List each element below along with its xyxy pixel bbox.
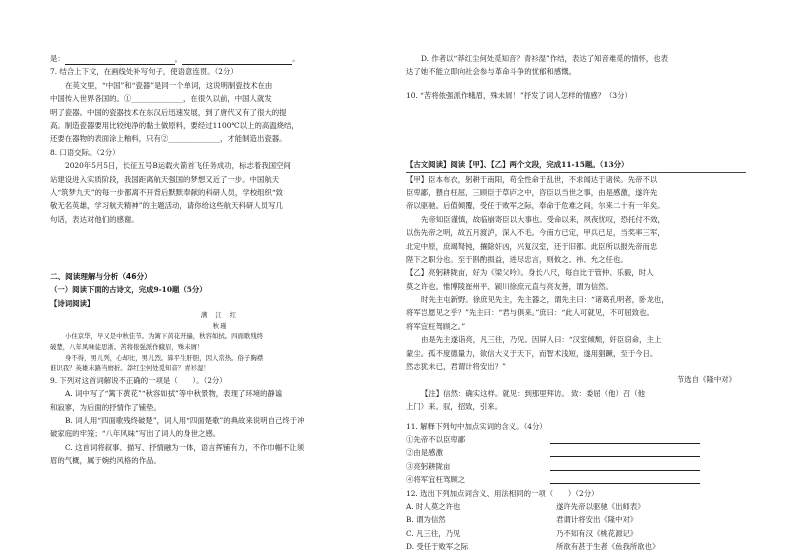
- section-heading: 二、阅读理解与分析（46分）: [50, 272, 152, 282]
- poem-line: 破楚，八年风味徒思浙。苦将侬强派作蛾眉，殊未屑！: [50, 343, 204, 352]
- q8-text-line: 敬无名英雄，学习航天精神”的主题活动，请你给这些航天科研人员写几: [50, 201, 283, 211]
- q9-option-line: B. 词人用“四面歌残终破楚”，词人用“四面楚歌”的典故来说明自己终于冲: [65, 415, 305, 425]
- q7-text-line: 高。制造瓷器要用比较纯净的黏土做原料，要经过1100℃以上的高温烧结，: [50, 120, 299, 130]
- classic-reading-heading: 【古文阅读】阅读【甲】、【乙】两个文段，完成11-15题。（13分）: [406, 160, 629, 170]
- q9-option-line: C. 这首词将叙事、描写、抒情融为一体，语言挥铺有力，不作巾帼不让须: [65, 442, 305, 452]
- q11-stem: 11. 解释下列句中加点实词的含义。（4分）: [406, 421, 547, 431]
- annotation-line: 上门）来。驭，招致，引来。: [406, 402, 503, 412]
- q7-text-line: 在英文里，“中国”和“瓷器”是同一个单词，这说明制瓷技术在由: [65, 80, 273, 90]
- passage-jia-line: 【甲】臣本布衣，躬耕于南阳，苟全性命于乱世，不求闻达于诸侯。先帝不以: [406, 172, 746, 186]
- q8-text-line: 2020年5月5日，长征五号B运载火箭首飞任务成功，标志着我国空间: [65, 161, 291, 171]
- passage-jia-line: 北定中原，庶竭驽钝，攘除奸凶，兴复汉室，还于旧都。此臣所以报先帝而忠: [406, 241, 658, 251]
- answer-line[interactable]: [550, 473, 700, 484]
- poem-tag: 【诗词阅读】: [50, 298, 95, 308]
- q9-option-line: A. 词中写了“篱下黄花”“秋容如拭”等中秋景物，表现了环境的静谧: [65, 389, 283, 399]
- passage-jia-line: 臣卑鄙，猥自枉屈，三顾臣于草庐之中，咨臣以当世之事，由是感激，遂许先: [406, 187, 658, 197]
- q11-item: ①先帝不以臣卑鄙: [406, 433, 746, 446]
- q9-option-line: 破家庭的牢笼；“八年风味”写出了词人的身世之感。: [50, 429, 221, 439]
- q11-item: ③亮躬耕陇亩: [406, 460, 746, 473]
- q10-stem: 10. “苦将侬强派作蛾眉，殊未屑！”抒发了词人怎样的情感？（3分）: [406, 90, 632, 100]
- passage-yi-line: 莫之许也。惟博陵崔州平、颍川徐庶元直与亮友善，谓为信然。: [406, 281, 613, 291]
- q12-option[interactable]: C. 凡三往，乃见 乃不知有汉《桃花源记》: [406, 528, 638, 538]
- q6-answer-line: 是： ， 。: [50, 52, 390, 65]
- passage-source: 节选自《隆中对》: [676, 375, 736, 385]
- answer-prefix: 是：: [50, 54, 65, 63]
- q10-answer-space[interactable]: [406, 102, 746, 158]
- q9-option-d-line: 达了她不能立即向社会参与革命斗争的忧郁和感慨。: [406, 67, 576, 77]
- answer-blank[interactable]: [65, 55, 175, 65]
- poem-author: 秋瑾: [212, 321, 228, 330]
- answer-line[interactable]: [550, 433, 700, 444]
- q9-stem: 9. 下列对这首词解说不正确的一项是（ ）。（2分）: [50, 375, 227, 385]
- left-column: [50, 0, 390, 468]
- passage-jia-line: 先帝知臣谨慎，故临崩寄臣以大事也。受命以来，夙夜忧叹，恐托付不效，: [421, 214, 665, 224]
- q7-text-line: 中国传入世界各国的。①______________，在很久以前，中国人就发: [50, 94, 272, 104]
- right-column: [406, 0, 746, 554]
- passage-jia-line: 以伤先帝之明，故五月渡泸，深入不毛。今南方已定，甲兵已足，当奖率三军，: [406, 228, 665, 238]
- answer-line[interactable]: [550, 460, 700, 471]
- q12-option[interactable]: A. 时人莫之许也 遂许先帝以驱驰《出师表》: [406, 501, 645, 511]
- q7-text-line: 明了瓷器。中国的瓷器技术在东汉后迅速发展，到了唐代又有了很大的提: [50, 107, 287, 117]
- passage-yi-line: 时先主屯新野。徐庶见先主，先主器之，谓先主曰：“诸葛孔明者，卧龙也，: [421, 295, 669, 305]
- q7-text-line: 还要在器物的表面涂上釉料，只有②______________，才能制造出瓷器。: [50, 134, 287, 144]
- q8-stem: 8. 口语交际。（2分）: [50, 147, 120, 157]
- subsection-heading: （一）阅读下面的古诗文，完成9-10题（5分）: [50, 285, 207, 295]
- passage-yi-line: 将军宜枉驾顾之。”: [406, 321, 466, 331]
- poem-line: 小住京华，早又是中秋佳节。为篱下黄花开遍，秋容如拭。四面歌残终: [65, 332, 264, 341]
- q8-text-line: 句话，表达对他们的感谢。: [50, 214, 139, 224]
- annotation-line: 【注】信然：确实这样。就见：到那里拜访。 致：委屈（他）召（他: [421, 388, 646, 398]
- answer-line[interactable]: [550, 446, 700, 457]
- q8-text-line: 人“筑梦九天”的每一步都离不开背后默默奉献的科研人员，学校组织“致: [50, 187, 284, 197]
- q9-option-line: 和寂寥，为后面的抒情作了铺垫。: [50, 402, 161, 412]
- poem-title: 满 江 红: [200, 311, 240, 320]
- answer-blank[interactable]: [182, 55, 292, 65]
- q9-option-line: 眉的气概，属于婉约风格的作品。: [50, 456, 161, 466]
- passage-yi-line: 由是先主遂诣亮，凡三往，乃见。因屏人曰：“汉室倾颓，奸臣窃命，主上: [421, 335, 662, 345]
- passage-yi-line: 将军岂愿见之乎？”先主曰：“君与俱来。”庶曰：“此人可就见，不可屈致也。: [406, 308, 654, 318]
- poem-line: 身不得，男儿列，心却比，男儿烈。算平生肝胆，因人常热。俗子胸襟: [65, 353, 264, 362]
- q12-stem: 12. 选出下列加点词含义、用法相同的一项（ ）（2分）: [406, 488, 599, 498]
- poem-line: 谁识我？英雄末路当磨折。莽红尘何处觅知音？青衫湿！: [50, 364, 210, 373]
- q12-option[interactable]: B. 谓为信然 君谓计将安出《隆中对》: [406, 515, 638, 525]
- q11-item: ④将军宜枉驾顾之: [406, 473, 746, 486]
- q11-item: ②由是感激: [406, 446, 746, 459]
- passage-yi-line: 蒙尘。孤不度德量力，欲信大义于天下，而智术浅短，遂用猖蹶，至于今日。: [406, 348, 658, 358]
- passage-yi-line: 然志犹未已，君谓计将安出？”: [406, 362, 506, 372]
- q9-option-d-line: D. 作者以“莽红尘何处觅知音？青衫湿”作结，表达了知音难觅的情怀，也表: [421, 54, 669, 63]
- q8-answer-space[interactable]: [50, 226, 390, 270]
- passage-jia-line: 帝以驱驰。后值倾覆，受任于败军之际，奉命于危难之间，尔来二十有一年矣。: [406, 201, 665, 211]
- q12-option[interactable]: D. 受任于败军之际 所欲有甚于生者《鱼我所欲也》: [406, 542, 660, 552]
- passage-yi-line: 【乙】亮躬耕陇亩，好为《梁父吟》。身长八尺，每自比于管仲、乐毅，时人: [406, 268, 654, 278]
- q8-text-line: 站建设进入实质阶段，我国距离航天强国的梦想又近了一步。中国航天: [50, 174, 280, 184]
- passage-jia-line: 陛下之职分也。至于斟酌损益，进尽忠言，则攸之、祎、允之任也。: [406, 254, 628, 264]
- q7-stem: 7. 结合上下文，在画线处补写句子，使语意连贯。（2分）: [50, 67, 238, 77]
